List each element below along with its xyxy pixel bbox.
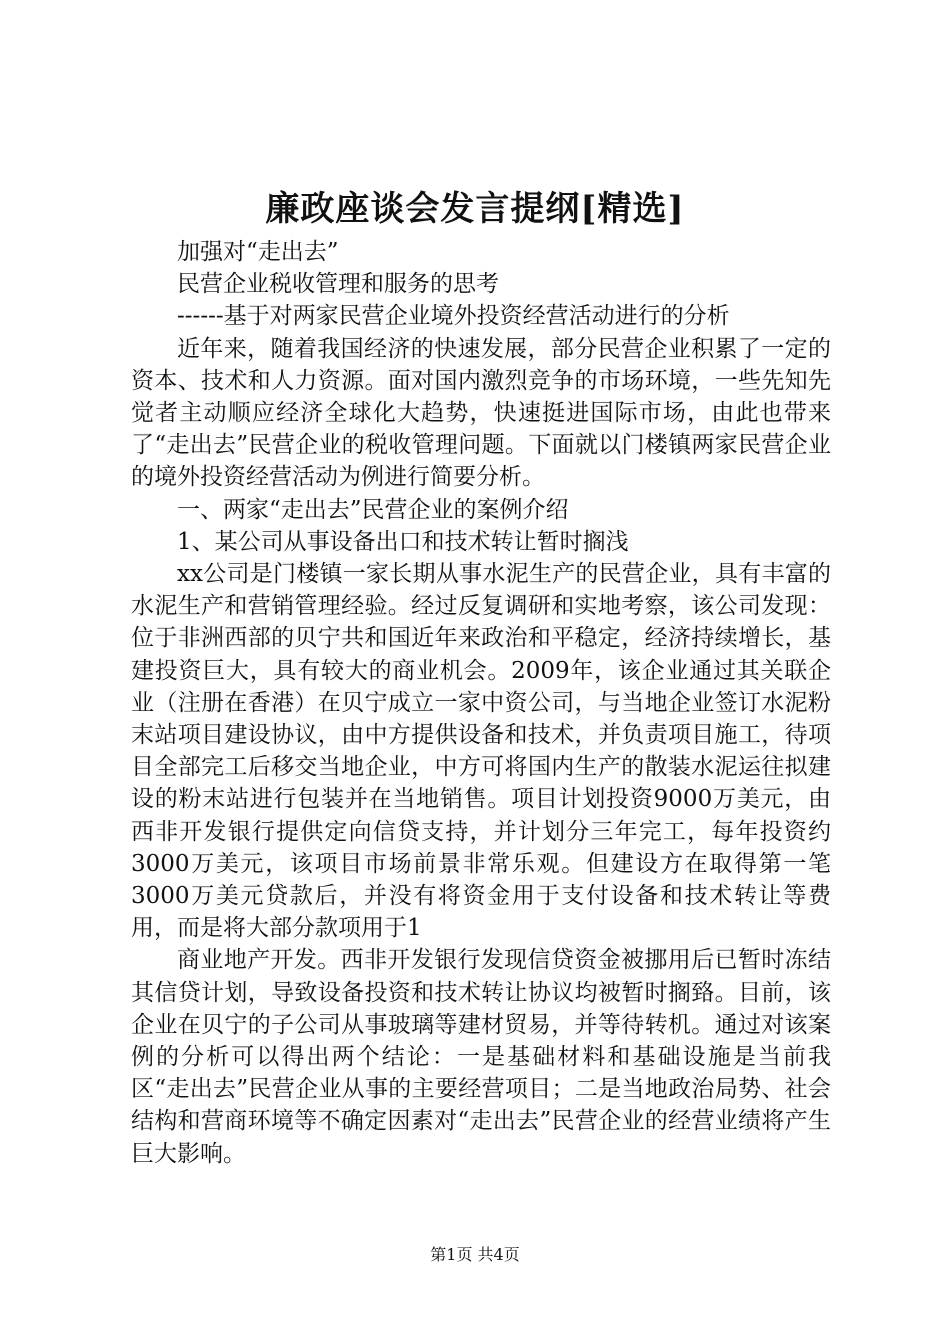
document-title: 廉政座谈会发言提纲[精选] bbox=[265, 189, 685, 229]
document-body bbox=[131, 236, 831, 1170]
paragraph-conclusion: 商业地产开发。西非开发银行发现信贷资金被挪用后已暂时冻结其信贷计划，导致设备投资和技术转让协议均被暂时搁臵。目前，该企业在贝宁的子公司从事玻璃等建材贸易，并等待转机。通过对该案例的分析可以得出两个结论：一是基础材料和基础设施是当前我区“走出去”民营企业从事的主要经营项目；二是当地政治局势、社会结构和营商环境等不确定因素对“走出去”民营企业的经营业绩将产生巨大影响。 bbox=[131, 947, 831, 1167]
page-footer: 第1页 共4页 bbox=[430, 1245, 520, 1264]
subsection-heading: 1、某公司从事设备出口和技术转让暂时搁浅 bbox=[177, 528, 629, 555]
section-heading: 一、两家“走出去”民营企业的案例介绍 bbox=[177, 496, 569, 523]
subtitle-line-3: ------基于对两家民营企业境外投资经营活动进行的分析 bbox=[177, 303, 730, 330]
subtitle-line-2: 民营企业税收管理和服务的思考 bbox=[177, 271, 499, 298]
paragraph-case: xx公司是门楼镇一家长期从事水泥生产的民营企业，具有丰富的水泥生产和营销管理经验。经过反复调研和实地考察，该公司发现：位于非洲西部的贝宁共和国近年来政治和平稳定，经济持续增长，基建投资巨大，具有较大的商业机会。2009年，该企业通过其关联企业（注册在香港）在贝宁成立一家中资公司，与当地企业签订水泥粉末站项目建设协议，由中方提供设备和技术，并负责项目施工，待项目全部完工后移交当地企业，中方可将国内生产的散装水泥运往拟建设的粉末站进行包装并在当地销售。项目计划投资9000万美元，由西非开发银行提供定向信贷支持，并计划分三年完工，每年投资约3000万美元，该项目市场前景非常乐观。但建设方在取得第一笔3000万美元贷款后，并没有将资金用于支付设备和技术转让等费用，而是将大部分款项用于1 bbox=[131, 561, 831, 942]
subtitle-line-1: 加强对“走出去” bbox=[177, 239, 339, 265]
paragraph-intro: 近年来，随着我国经济的快速发展，部分民营企业积累了一定的资本、技术和人力资源。面对国内激烈竞争的市场环境，一些先知先觉者主动顺应经济全球化大趋势，快速挺进国际市场，由此也带来了“走出去”民营企业的税收管理问题。下面就以门楼镇两家民营企业的境外投资经营活动为例进行简要分析。 bbox=[131, 335, 831, 491]
